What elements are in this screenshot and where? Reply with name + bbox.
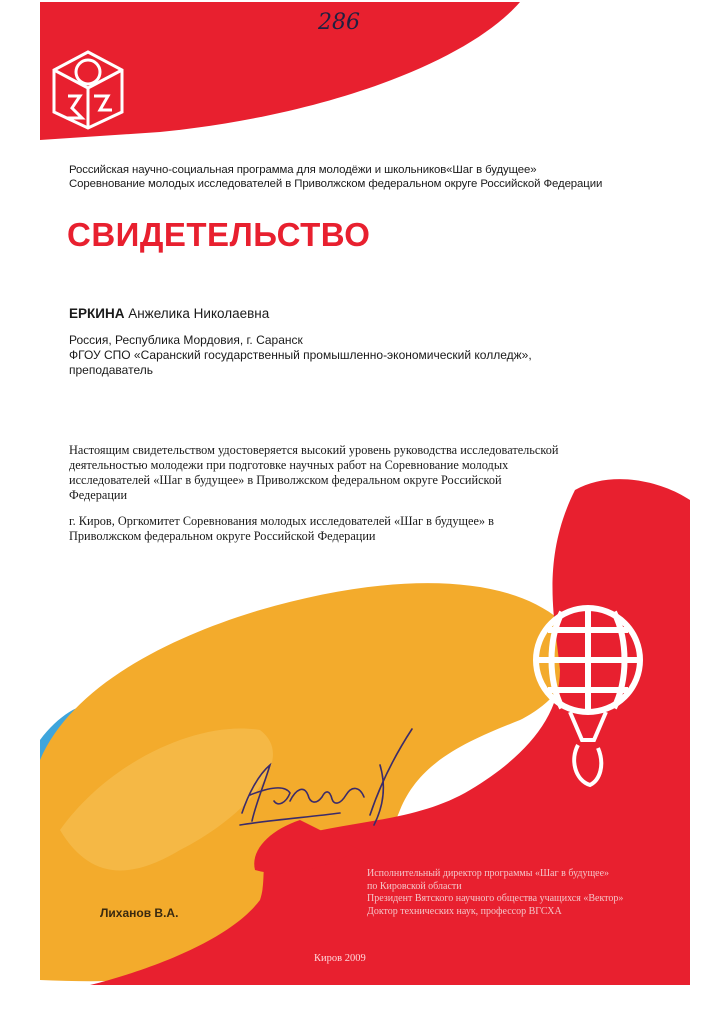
recipient-given-names: Анжелика Николаевна bbox=[128, 306, 270, 321]
statement-line: деятельностью молодежи при подготовке научных работ на Соревнование молодых bbox=[69, 458, 509, 472]
statement-line: Настоящим свидетельством удостоверяется высокий уровень руководства исследовательской bbox=[69, 443, 559, 457]
logo-emblem bbox=[50, 48, 126, 132]
recipient-position: преподаватель bbox=[69, 363, 153, 377]
certificate-title: СВИДЕТЕЛЬСТВО bbox=[67, 216, 371, 253]
signatory-title-line: Доктор технических наук, профессор ВГСХА bbox=[367, 905, 562, 917]
recipient-organization: ФГОУ СПО «Саранский государственный промышленно-экономический колледж», bbox=[69, 348, 532, 362]
statement-line: г. Киров, Оргкомитет Соревнования молодых исследователей «Шаг в будущее» в bbox=[69, 514, 494, 528]
signatory-title-line: Исполнительный директор программы «Шаг в будущее» bbox=[367, 868, 610, 879]
handwritten-number: 286 bbox=[318, 10, 360, 35]
issuer-statement bbox=[69, 514, 569, 544]
signatory-title-line: по Кировской области bbox=[367, 880, 462, 892]
recipient-name bbox=[69, 306, 269, 321]
handwritten-signature bbox=[230, 725, 430, 835]
signatory-titles bbox=[367, 868, 623, 918]
program-header-line2: Соревнование молодых исследователей в Приволжском федеральном округе Российской Федерации bbox=[69, 178, 603, 190]
signatory-name: Лиханов В.А. bbox=[100, 906, 179, 920]
statement-line: Приволжском федеральном округе Российской Федерации bbox=[69, 529, 376, 543]
statement-line: исследователей «Шаг в будущее» в Приволжском федеральном округе Российской bbox=[69, 473, 502, 487]
statement-line: Федерации bbox=[69, 488, 128, 502]
signatory-title-line: Президент Вятского научного общества учащихся «Вектор» bbox=[367, 893, 624, 904]
recipient-location: Россия, Республика Мордовия, г. Саранск bbox=[69, 333, 303, 347]
program-header-line1: Российская научно-социальная программа для молодёжи и школьников«Шаг в будущее» bbox=[69, 164, 537, 176]
certificate-statement bbox=[69, 443, 569, 503]
footer-city-year: Киров 2009 bbox=[314, 953, 366, 964]
recipient-surname: ЕРКИНА bbox=[69, 306, 125, 321]
